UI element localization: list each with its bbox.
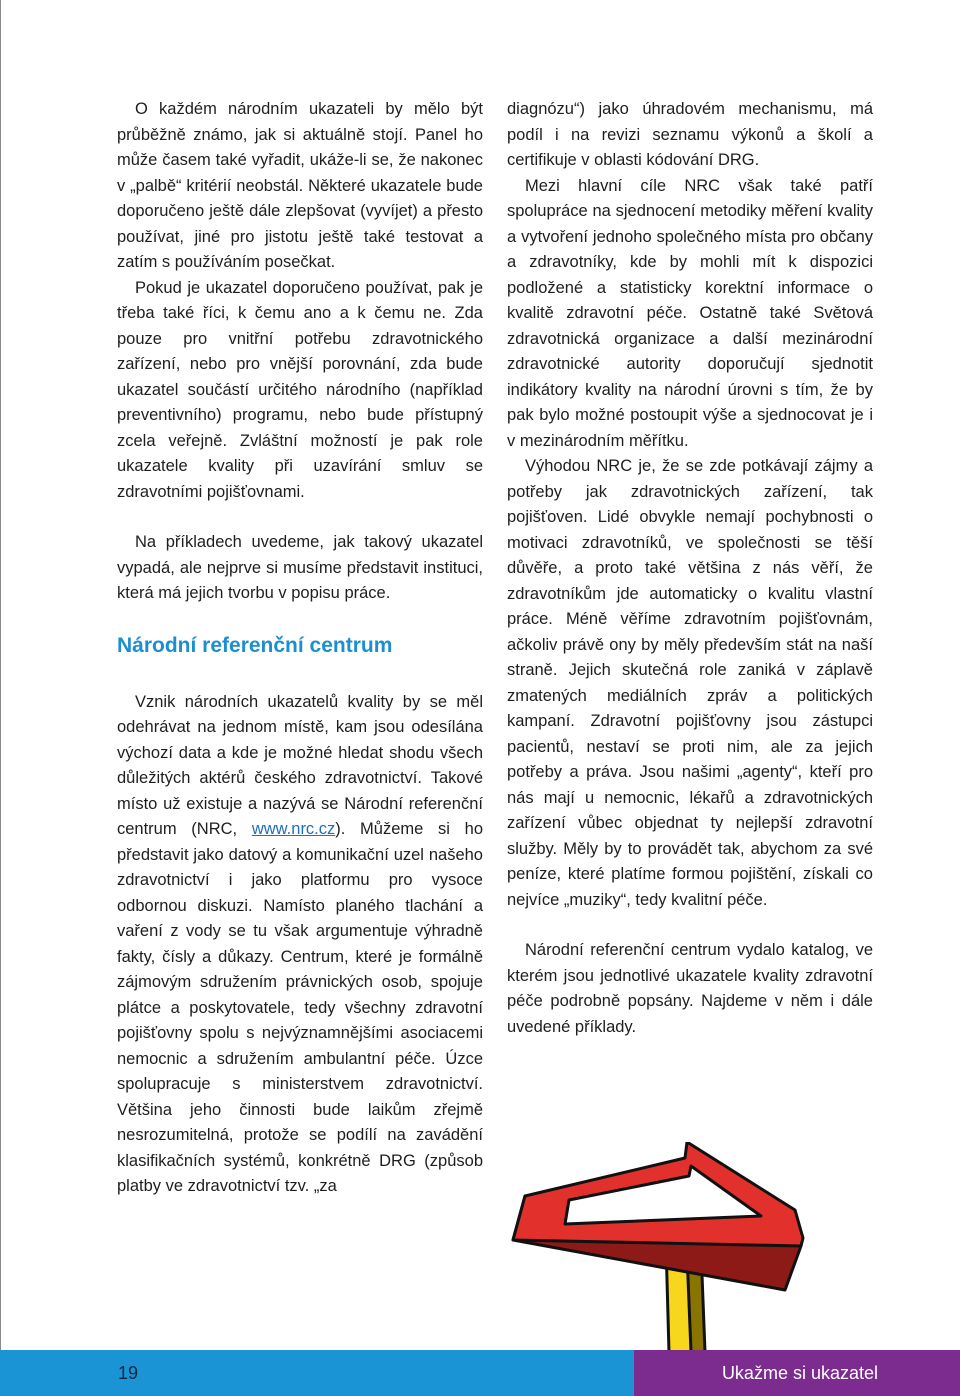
left-paragraph-1: O každém národním ukazateli by mělo být průběžně známo, jak si aktuálně stojí. Panel ho může časem také vyřadit, ukáže-li se, že nakonec v „palbě“ kritérií neobstál. Některé ukazatele bude doporučeno ještě dále zlepšovat (vyvíjet) a přesto používat, jiné pro jistotu ještě také testovat a zatím s používáním posečkat. [117, 100, 483, 271]
left-paragraph-4-end: ). Můžeme si ho představit jako datový a komunikační uzel našeho zdravotnictví i jako platformu pro vysoce odbornou diskuzi. Namísto planého tlachání a vaření z vody se tu však argumentuje výhradně fakty, čísly a důkazy. Centrum, které je formálně zájmovým sdružením právnických osob, spojuje plátce a poskytovatele, tedy všechny zdravotní pojišťovny spolu s nejvýznamnějšími asociacemi nemocnic a sdružením ambulantní péče. Úzce spolupracuje s ministerstvem zdravotnictví. Většina jeho činnosti bude laikům zřejmě nesrozumitelná, protože se podílí na zavádění klasifikačních systémů, konkrétně DRG (způsob platby ve zdravotnictví tzv. „za [117, 820, 483, 1195]
footer-section-title: Ukažme si ukazatel [721, 1363, 878, 1383]
right-paragraph-3: Výhodou NRC je, že se zde potkávají zájmy a potřeby jak zdravotnických zařízení, tak pojišťoven. Lidé obvykle nemají pochybnosti o motivaci zdravotníků, ve společnosti se těší důvěře, a proto také většina z nás věří, že zdravotníkům jde automaticky o kvalitu vlastní práce. Méně věříme zdravotním pojišťovnám, ačkoliv právě ony by měly především stát na naší straně. Jejich skutečná role zaniká v záplavě zmatených mediálních zpráv a politických kampaní. Zdravotní pojišťovny jsou zástupci pacientů, nestaví se proti nim, ale za jejich potřeby a práva. Jsou našimi „agenty“, kteří pro nás mají u nemocnic, lékařů a zdravotnických zařízení vůbec objednat ty nejlepší zdravotní služby. Měly by to provádět tak, abychom za své peníze, které platíme formou pojištění, získali co nejvíce „muziky“, tedy kvalitní péče. [507, 457, 873, 909]
left-column [117, 97, 483, 1200]
page-edge-line [0, 0, 1, 1350]
right-paragraph-2: Mezi hlavní cíle NRC však také patří spolupráce na sjednocení metodiky měření kvality a vytvoření jednoho společného místa pro občany a zdravotníky, kde by mohli mít k dispozici podložené a statisticky korektní informace o kvalitě zdravotní péče. Ostatně také Světová zdravotnická organizace a další mezinárodní zdravotnické autority doporučují sjednotit indikátory kvality na národní úrovni s tím, že by pak bylo možné postoupit výše a sjednocovat je i v mezinárodním měřítku. [507, 176, 873, 450]
section-heading: Národní referenční centrum [117, 633, 393, 657]
left-paragraph-4-start: Vznik národních ukazatelů kvality by se měl odehrávat na jednom místě, kam jsou odesílána výchozí data a kde je možné hledat shodu všech důležitých aktérů českého zdravotnictví. Takové místo už existuje a nazývá se Národní referenční centrum (NRC, [117, 692, 483, 838]
right-column [507, 97, 873, 1040]
nrc-link[interactable]: www.nrc.cz [251, 820, 336, 838]
left-paragraph-3: Na příkladech uvedeme, jak takový ukazatel vypadá, ale nejprve si musíme představit instituci, která má jejich tvorbu v popisu práce. [117, 533, 483, 602]
left-paragraph-2: Pokud je ukazatel doporučeno používat, pak je třeba také říci, k čemu ano a k čemu ne. Zda pouze pro vnitřní potřebu zdravotnického zařízení, nebo pro vnější porovnání, zda bude ukazatel součástí určitého národního (například preventivního) programu, nebo bude přístupný zcela veřejně. Zvláštní možností je pak role ukazatele kvality při uzavírání smluv se zdravotními pojišťovnami. [117, 278, 483, 501]
right-paragraph-1: diagnózu“) jako úhradovém mechanismu, má podíl i na revizi seznamu výkonů a školí a certifikuje v oblasti kódování DRG. [507, 100, 873, 169]
footer-bar-blue [0, 1350, 634, 1396]
direction-sign-illustration [503, 1142, 875, 1352]
page-number: 19 [118, 1363, 139, 1383]
left-paragraph-4 [117, 690, 483, 1200]
right-paragraph-4: Národní referenční centrum vydalo katalog, ve kterém jsou jednotlivé ukazatele kvality zdravotní péče podrobně popsány. Najdeme v něm i dále uvedené příklady. [507, 941, 873, 1036]
